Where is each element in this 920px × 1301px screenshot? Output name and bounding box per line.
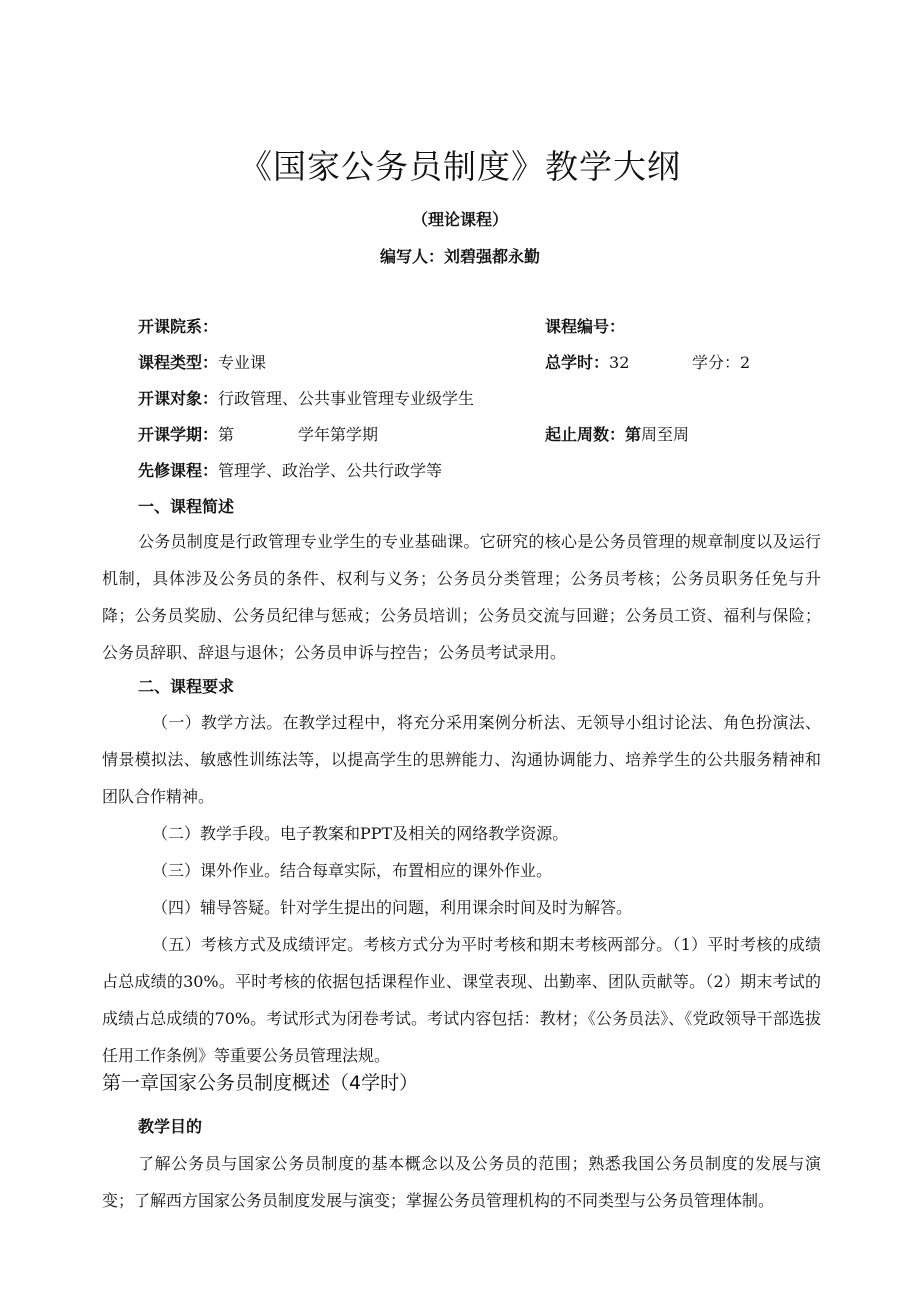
requirement-teaching-means: （二）教学手段。电子教案和PPT及相关的网络教学资源。 xyxy=(152,824,569,843)
weeks-field xyxy=(545,422,689,448)
credits-value: 2 xyxy=(740,353,751,372)
term-value-prefix: 第 xyxy=(218,425,235,444)
teaching-goal-heading: 教学目的 xyxy=(138,1117,203,1136)
course-type-value: 专业课 xyxy=(218,353,267,372)
document-authors: 编写人：刘碧强都永勤 xyxy=(379,247,540,266)
target-label: 开课对象： xyxy=(138,389,219,408)
overview-paragraph: 公务员制度是行政管理专业学生的专业基础课。它研究的核心是公务员管理的规章制度以及运行机制，具体涉及公务员的条件、权利与义务；公务员分类管理；公务员考核；公务员职务任免与升降；公务员奖励、公务员纪律与惩戒；公务员培训；公务员交流与回避；公务员工资、福利与保险；公务员辞职、辞退与退休；公务员申诉与控告；公务员考试录用。 xyxy=(102,532,821,662)
section-heading-overview: 一、课程简述 xyxy=(138,497,235,516)
department-label: 开课院系： xyxy=(138,317,219,336)
info-row-type xyxy=(138,350,838,376)
requirement-teaching-methods: （一）教学方法。在教学过程中，将充分采用案例分析法、无领导小组讨论法、角色扮演法、情景模拟法、敏感性训练法等，以提高学生的思辨能力、沟通协调能力、培养学生的公共服务精神和团队合作精神。 xyxy=(102,713,821,806)
document-subtitle: （理论课程） xyxy=(411,210,508,229)
requirement-tutoring: （四）辅导答疑。针对学生提出的问题，利用课余时间及时为解答。 xyxy=(152,898,633,917)
prerequisites-value: 管理学、政治学、公共行政学等 xyxy=(218,461,443,480)
info-row-department xyxy=(138,314,838,340)
info-row-target xyxy=(138,386,838,412)
course-code-field xyxy=(545,314,625,340)
credits-label: 学分： xyxy=(692,353,741,372)
requirement-homework: （三）课外作业。结合每章实际，布置相应的课外作业。 xyxy=(152,861,553,880)
section-heading-requirements: 二、课程要求 xyxy=(138,677,235,696)
total-hours-label: 总学时： xyxy=(545,353,610,372)
teaching-goal-paragraph: 了解公务员与国家公务员制度的基本概念以及公务员的范围；熟悉我国公务员制度的发展与演变；了解西方国家公务员制度发展与演变；掌握公务员管理机构的不同类型与公务员管理体制。 xyxy=(102,1154,821,1210)
total-hours-value: 32 xyxy=(609,353,630,372)
term-label: 开课学期： xyxy=(138,425,219,444)
requirement-assessment: （五）考核方式及成绩评定。考核方式分为平时考核和期末考核两部分。（1）平时考核的成绩占总成绩的30%。平时考核的依据包括课程作业、课堂表现、出勤率、团队贡献等。（2）期末考试的成绩占总成绩的70%。考试形式为闭卷考试。考试内容包括：教材；《公务员法》、《党政领导干部选拔任用工作条例》等重要公务员管理法规。 xyxy=(102,935,821,1065)
course-code-label: 课程编号： xyxy=(545,317,626,336)
credits-field xyxy=(692,350,750,376)
term-value-suffix: 学年第学期 xyxy=(298,425,379,444)
weeks-value: 周至周 xyxy=(641,425,690,444)
weeks-value-prefix: 第 xyxy=(625,425,642,444)
document-title: 《国家公务员制度》教学大纲 xyxy=(239,147,681,186)
target-value: 行政管理、公共事业管理专业级学生 xyxy=(218,389,475,408)
prerequisites-label: 先修课程： xyxy=(138,461,219,480)
weeks-label: 起止周数： xyxy=(545,425,626,444)
course-type-label: 课程类型： xyxy=(138,353,219,372)
info-row-term xyxy=(138,422,838,448)
info-row-prerequisites xyxy=(138,458,838,484)
total-hours-field xyxy=(545,350,629,376)
chapter-heading: 第一章国家公务员制度概述（4学时） xyxy=(102,1072,419,1094)
